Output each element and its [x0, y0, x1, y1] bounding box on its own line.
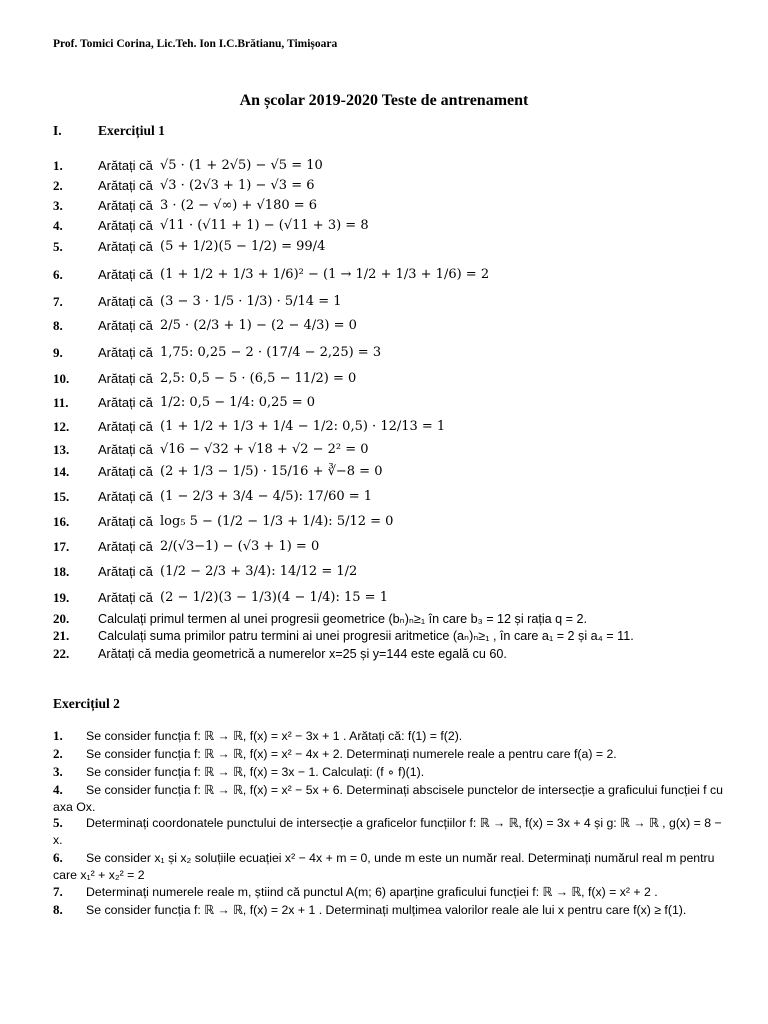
exercise-item — [0, 563, 768, 581]
exercise-item — [53, 902, 725, 919]
item-label: Arătați că — [98, 590, 153, 605]
item-text: Calculați primul termen al unei progresii geometrice (bₙ)ₙ≥₁ în care b₃ = 12 și rația q = 2. — [98, 612, 588, 626]
exercise-item — [53, 728, 725, 745]
item-number: 7. — [53, 294, 63, 309]
author-header: Prof. Tomici Corina, Lic.Teh. Ion I.C.Brătianu, Timișoara — [53, 38, 338, 50]
item-number: 19. — [53, 590, 70, 605]
item-number: 2. — [53, 746, 63, 761]
item-text: Se consider x₁ și x₂ soluțiile ecuației x² − 4x + m = 0, unde m este un număr real. Determinați numărul real m pentru care x₁² + x₂² = 2 — [53, 851, 715, 882]
page-title: An școlar 2019-2020 Teste de antrenament — [239, 92, 529, 109]
item-label: Arătați că — [98, 267, 153, 282]
item-text: Calculați suma primilor patru termini ai unei progresii aritmetice (aₙ)ₙ≥₁ , în care a₁ = 2 și a₄ = 11. — [98, 629, 634, 643]
item-label: Arătați că — [98, 395, 153, 410]
item-label: Arătați că — [98, 294, 153, 309]
math-expression: (2 + 1/3 − 1/5) · 15/16 + ∛−8 = 0 — [160, 464, 383, 479]
exercise-item — [53, 782, 725, 815]
exercise-item — [0, 627, 768, 645]
item-label: Arătați că — [98, 318, 153, 333]
item-label: Arătați că — [98, 489, 153, 504]
exercise-item — [0, 645, 768, 663]
exercise-item — [0, 177, 768, 195]
item-label: Arătați că — [98, 371, 153, 386]
item-number: 21. — [53, 628, 70, 643]
item-number: 14. — [53, 464, 70, 479]
exercise-item — [0, 538, 768, 556]
item-text: Se consider funcția f: ℝ → ℝ, f(x) = 3x − 1. Calculați: (f ∘ f)(1). — [86, 765, 425, 779]
item-number: 9. — [53, 345, 63, 360]
item-text: Determinați numerele reale m, știind că punctul A(m; 6) aparține graficului funcției f: ℝ → ℝ, f(x) = x² + 2 . — [86, 885, 658, 899]
item-number: 1. — [53, 158, 63, 173]
item-number: 10. — [53, 371, 70, 386]
item-number: 18. — [53, 564, 70, 579]
math-expression: 1/2: 0,5 − 1/4: 0,25 = 0 — [160, 395, 316, 410]
item-label: Arătați că — [98, 442, 153, 457]
item-number: 7. — [53, 884, 63, 899]
math-expression: (1/2 − 2/3 + 3/4): 14/12 = 1/2 — [160, 564, 358, 579]
exercise-item — [53, 746, 725, 763]
item-number: 8. — [53, 902, 63, 917]
item-label: Arătați că — [98, 514, 153, 529]
exercise-item — [0, 344, 768, 362]
item-number: 1. — [53, 728, 63, 743]
math-expression: (1 + 1/2 + 1/3 + 1/4 − 1/2: 0,5) · 12/13 = 1 — [160, 419, 446, 434]
math-expression: 1,75: 0,25 − 2 · (17/4 − 2,25) = 3 — [160, 345, 382, 360]
item-number: 5. — [53, 239, 63, 254]
item-number: 4. — [53, 782, 63, 797]
item-number: 22. — [53, 646, 70, 661]
item-text: Se consider funcția f: ℝ → ℝ, f(x) = 2x + 1 . Determinați mulțimea valorilor reale ale lui x pentru care f(x) ≥ f(1). — [86, 903, 687, 917]
exercise-item — [0, 610, 768, 628]
item-number: 8. — [53, 318, 63, 333]
math-expression: √5 · (1 + 2√5) − √5 = 10 — [160, 158, 323, 173]
exercise-item — [53, 764, 725, 781]
exercise-item — [0, 394, 768, 412]
item-label: Arătați că — [98, 178, 153, 193]
exercise-item — [0, 370, 768, 388]
exercise-item — [0, 238, 768, 256]
item-number: 11. — [53, 395, 69, 410]
item-number: 12. — [53, 419, 70, 434]
math-expression: (1 − 2/3 + 3/4 − 4/5): 17/60 = 1 — [160, 489, 373, 504]
item-label: Arătați că — [98, 539, 153, 554]
item-text: Arătați că media geometrică a numerelor x=25 și y=144 este egală cu 60. — [98, 647, 507, 661]
item-number: 5. — [53, 815, 63, 830]
exercise-item — [0, 197, 768, 215]
item-number: 3. — [53, 198, 63, 213]
item-text: Se consider funcția f: ℝ → ℝ, f(x) = x² − 4x + 2. Determinați numerele reale a pentru care f(a) = 2. — [86, 747, 617, 761]
math-expression: log₅ 5 − (1/2 − 1/3 + 1/4): 5/12 = 0 — [160, 514, 394, 529]
item-number: 6. — [53, 267, 63, 282]
math-expression: (3 − 3 · 1/5 · 1/3) · 5/14 = 1 — [160, 294, 342, 309]
exercise-item — [0, 488, 768, 506]
math-expression: (5 + 1/2)(5 − 1/2) = 99/4 — [160, 239, 326, 254]
item-label: Arătați că — [98, 239, 153, 254]
item-label: Arătați că — [98, 345, 153, 360]
section-title-exercise-1: Exercițiul 1 — [98, 123, 165, 138]
exercise-item — [53, 850, 725, 883]
math-expression: 2,5: 0,5 − 5 · (6,5 − 11/2) = 0 — [160, 371, 357, 386]
exercise-item — [0, 217, 768, 235]
math-expression: √16 − √32 + √18 + √2 − 2² = 0 — [160, 442, 369, 457]
item-label: Arătați că — [98, 198, 153, 213]
exercise-item — [0, 293, 768, 311]
math-expression: (2 − 1/2)(3 − 1/3)(4 − 1/4): 15 = 1 — [160, 590, 388, 605]
item-number: 2. — [53, 178, 63, 193]
item-number: 3. — [53, 764, 63, 779]
exercise-item — [0, 418, 768, 436]
item-number: 16. — [53, 514, 70, 529]
math-expression: √11 · (√11 + 1) − (√11 + 3) = 8 — [160, 218, 369, 233]
math-expression: 3 · (2 − √∞) + √180 = 6 — [160, 198, 318, 213]
exercise-item — [53, 815, 725, 848]
exercise-item — [0, 317, 768, 335]
exercise-item — [0, 441, 768, 459]
math-expression: √3 · (2√3 + 1) − √3 = 6 — [160, 178, 315, 193]
math-expression: 2/(√3−1) − (√3 + 1) = 0 — [160, 539, 320, 554]
item-label: Arătați că — [98, 564, 153, 579]
item-label: Arătați că — [98, 158, 153, 173]
math-expression: (1 + 1/2 + 1/3 + 1/6)² − (1 → 1/2 + 1/3 + 1/6) = 2 — [160, 267, 490, 282]
item-number: 17. — [53, 539, 70, 554]
item-text: Se consider funcția f: ℝ → ℝ, f(x) = x² − 5x + 6. Determinați abscisele punctelor de intersecție a graficului funcției f cu axa Ox. — [53, 783, 724, 814]
item-number: 15. — [53, 489, 70, 504]
section-title-exercise-2: Exercițiul 2 — [53, 696, 120, 711]
item-text: Se consider funcția f: ℝ → ℝ, f(x) = x² − 3x + 1 . Arătați că: f(1) = f(2). — [86, 729, 463, 743]
exercise-item — [0, 463, 768, 481]
item-text: Determinați coordonatele punctului de intersecție a graficelor funcțiilor f: ℝ → ℝ, f(x) = 3x + 4 și g: ℝ → ℝ , g(x) = 8 − x. — [53, 816, 722, 847]
section-number: I. — [53, 123, 62, 138]
item-label: Arătați că — [98, 419, 153, 434]
item-label: Arătați că — [98, 464, 153, 479]
item-number: 20. — [53, 611, 70, 626]
item-number: 4. — [53, 218, 63, 233]
exercise-item — [0, 266, 768, 284]
item-number: 6. — [53, 850, 63, 865]
item-number: 13. — [53, 442, 70, 457]
exercise-item — [0, 589, 768, 607]
item-label: Arătați că — [98, 218, 153, 233]
exercise-item — [0, 157, 768, 175]
math-expression: 2/5 · (2/3 + 1) − (2 − 4/3) = 0 — [160, 318, 357, 333]
exercise-item — [0, 513, 768, 531]
exercise-item — [53, 884, 725, 901]
